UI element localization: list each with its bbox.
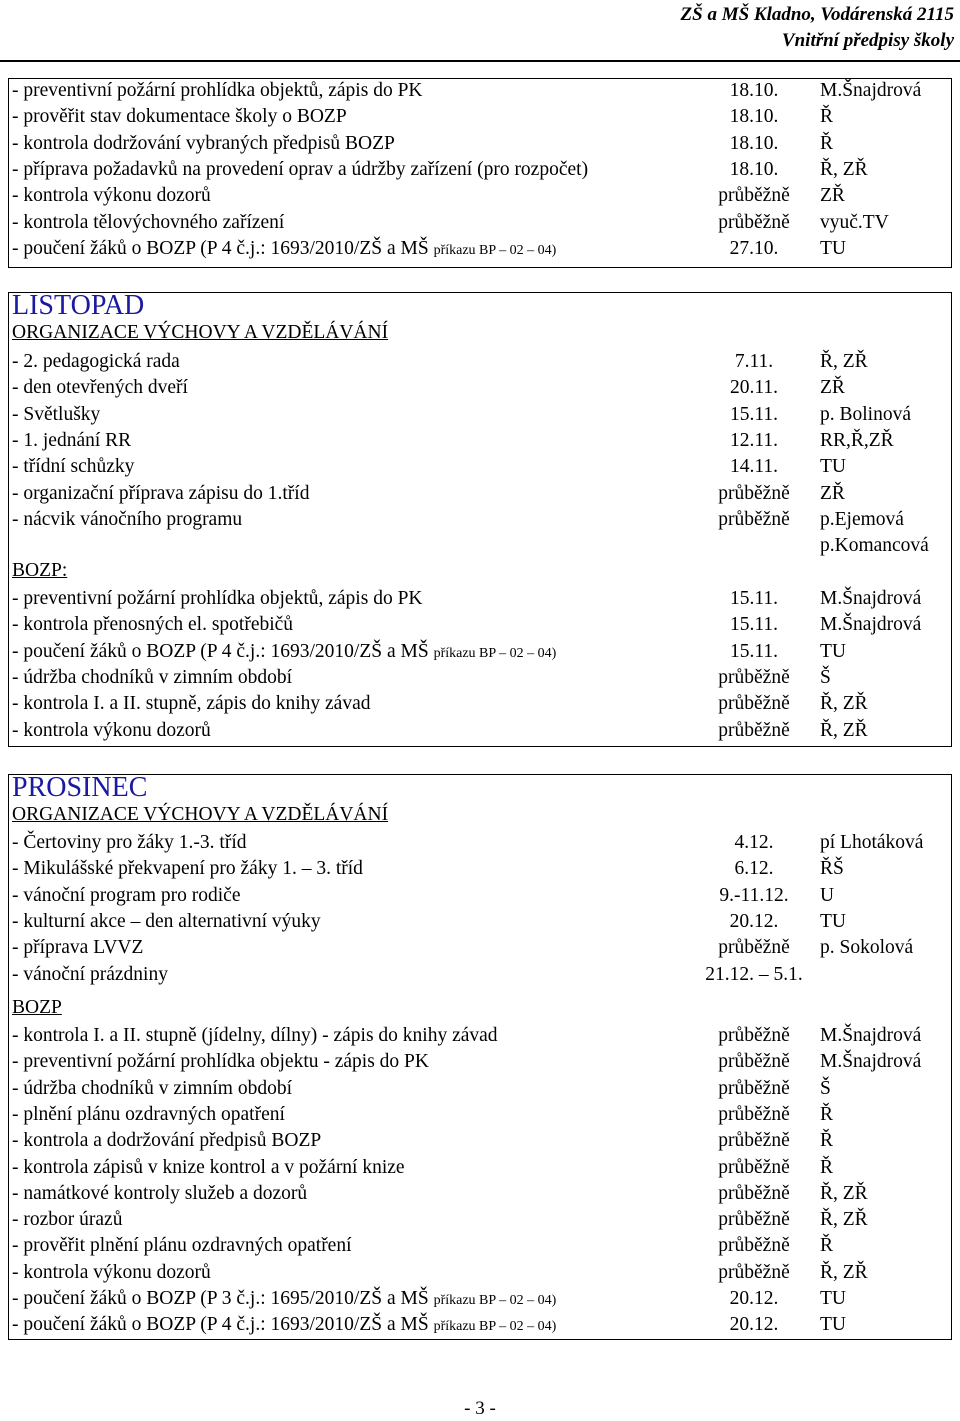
task-text bbox=[12, 1049, 429, 1075]
task-responsible: Š bbox=[820, 666, 831, 688]
task-label: - 1. jednání RR bbox=[12, 429, 132, 451]
task-responsible: TU bbox=[820, 1314, 846, 1336]
task-label: - Mikulášské překvapení pro žáky 1. – 3. tříd bbox=[12, 858, 363, 880]
task-responsible: ŘŠ bbox=[820, 858, 844, 880]
table-row bbox=[8, 131, 952, 157]
task-text bbox=[12, 104, 347, 130]
task-responsible: M.Šnajdrová bbox=[820, 588, 922, 609]
task-text bbox=[12, 856, 363, 882]
task-responsible: RR,Ř,ZŘ bbox=[820, 429, 894, 451]
task-date: průběžně bbox=[718, 937, 790, 959]
task-date: průběžně bbox=[718, 1261, 790, 1283]
task-label: - kontrola přenosných el. spotřebičů bbox=[12, 614, 294, 636]
table-row bbox=[8, 935, 952, 961]
task-responsible: ZŘ bbox=[820, 377, 845, 399]
table-row bbox=[8, 1233, 952, 1259]
task-label: - prověřit stav dokumentace školy o BOZP bbox=[12, 106, 347, 128]
table-row bbox=[8, 1181, 952, 1207]
task-reference: příkazu BP – 02 – 04) bbox=[433, 645, 557, 661]
task-date: 14.11. bbox=[729, 456, 779, 478]
task-date: průběžně bbox=[718, 719, 790, 741]
task-date: 27.10. bbox=[729, 237, 779, 259]
task-date: průběžně bbox=[718, 508, 790, 530]
task-responsible: TU bbox=[820, 237, 846, 259]
task-date: 12.11. bbox=[729, 429, 779, 451]
table-row bbox=[8, 1049, 952, 1075]
task-label: - kontrola výkonu dozorů bbox=[12, 1261, 211, 1283]
task-text bbox=[12, 665, 292, 691]
task-responsible: p. Bolinová bbox=[820, 403, 911, 425]
task-label: - kontrola tělovýchovného zařízení bbox=[12, 211, 285, 233]
task-date: průběžně bbox=[718, 693, 790, 715]
task-label: - vánoční program pro rodiče bbox=[12, 884, 241, 906]
task-text bbox=[12, 909, 321, 935]
task-label: - kontrola I. a II. stupně, zápis do knihy závad bbox=[12, 693, 371, 715]
section-listopad-org: ORGANIZACE VÝCHOVY A VZDĚLÁVÁNÍ bbox=[12, 322, 389, 343]
task-responsible: TU bbox=[820, 456, 846, 478]
task-label: - poučení žáků o BOZP (P 4 č.j.: 1693/2010/ZŠ a MŠ bbox=[12, 640, 434, 662]
task-label: - prověřit plnění plánu ozdravných opatření bbox=[12, 1235, 352, 1257]
table-row bbox=[8, 402, 952, 428]
table-row bbox=[8, 1023, 952, 1049]
task-date: 20.12. bbox=[729, 910, 779, 932]
task-text bbox=[12, 612, 293, 638]
table-row bbox=[8, 830, 952, 856]
task-text bbox=[12, 1023, 498, 1049]
table-row bbox=[8, 1076, 952, 1102]
table-row bbox=[8, 1260, 952, 1286]
task-date: 18.10. bbox=[729, 132, 779, 154]
task-responsible: Ř, ZŘ bbox=[820, 1261, 868, 1283]
task-text bbox=[12, 1312, 556, 1340]
task-text bbox=[12, 1102, 285, 1128]
table-row bbox=[8, 1155, 952, 1181]
task-date: průběžně bbox=[718, 1103, 790, 1125]
task-responsible: ZŘ bbox=[820, 482, 845, 504]
task-responsible: Ř bbox=[820, 1156, 834, 1178]
task-label: - kontrola a dodržování předpisů BOZP bbox=[12, 1130, 322, 1152]
table-row bbox=[8, 481, 952, 507]
task-responsible: p. Sokolová bbox=[820, 937, 914, 959]
table-row bbox=[8, 1128, 952, 1154]
task-date: průběžně bbox=[718, 1130, 790, 1152]
task-label: - poučení žáků o BOZP (P 4 č.j.: 1693/2010/ZŠ a MŠ bbox=[12, 1314, 434, 1336]
task-text bbox=[12, 131, 395, 157]
task-reference: příkazu BP – 02 – 04) bbox=[433, 1293, 557, 1308]
task-date: 4.12. bbox=[734, 832, 774, 853]
task-text bbox=[12, 1128, 321, 1154]
task-responsible: Ř, ZŘ bbox=[820, 719, 868, 741]
task-text bbox=[12, 236, 556, 264]
task-date: 15.11. bbox=[729, 588, 779, 609]
table-row bbox=[8, 1286, 952, 1312]
task-date: průběžně bbox=[718, 1209, 790, 1231]
task-label: - kontrola výkonu dozorů bbox=[12, 185, 211, 207]
task-label: - plnění plánu ozdravných opatření bbox=[12, 1103, 285, 1125]
task-responsible: pí Lhotáková bbox=[820, 832, 924, 853]
task-label: - den otevřených dveří bbox=[12, 377, 188, 399]
task-date: průběžně bbox=[718, 1077, 790, 1099]
table-row bbox=[8, 236, 952, 262]
section-prosinec-org: ORGANIZACE VÝCHOVY A VZDĚLÁVÁNÍ bbox=[12, 804, 389, 825]
task-label: - rozbor úrazů bbox=[12, 1209, 123, 1231]
task-text bbox=[12, 1076, 292, 1102]
page-header bbox=[681, 2, 954, 54]
task-text bbox=[12, 210, 284, 236]
task-text bbox=[12, 935, 143, 961]
task-text bbox=[12, 375, 188, 401]
table-row bbox=[8, 909, 952, 935]
task-text bbox=[12, 1155, 405, 1181]
task-text bbox=[12, 883, 241, 909]
task-label: - namátkové kontroly služeb a dozorů bbox=[12, 1182, 308, 1204]
task-label: - Čertoviny pro žáky 1.-3. tříd bbox=[12, 832, 247, 853]
task-date: 9.-11.12. bbox=[719, 884, 789, 906]
task-label: - 2. pedagogická rada bbox=[12, 351, 180, 372]
task-responsible: Ř, ZŘ bbox=[820, 351, 868, 372]
task-date: 20.11. bbox=[729, 377, 779, 399]
task-responsible: M.Šnajdrová bbox=[820, 614, 922, 636]
task-responsible: TU bbox=[820, 910, 846, 932]
task-text bbox=[12, 157, 588, 183]
task-label: - Světlušky bbox=[12, 403, 101, 425]
task-responsible: Ř bbox=[820, 1103, 834, 1125]
task-responsible: U bbox=[820, 884, 835, 906]
task-text bbox=[12, 1260, 211, 1286]
table-row bbox=[8, 856, 952, 882]
task-text bbox=[12, 454, 134, 480]
task-text bbox=[12, 1207, 122, 1233]
table-row bbox=[8, 454, 952, 480]
task-label: - vánoční prázdniny bbox=[12, 963, 168, 985]
task-label: - příprava požadavků na provedení oprav a údržby zařízení (pro rozpočet) bbox=[12, 158, 589, 180]
task-date: 15.11. bbox=[729, 614, 779, 636]
table-row bbox=[8, 507, 952, 533]
task-text bbox=[12, 481, 309, 507]
table-row bbox=[8, 691, 952, 717]
table-row-continuation bbox=[8, 533, 952, 559]
task-text bbox=[12, 962, 168, 988]
task-text bbox=[12, 830, 247, 856]
task-label: - nácvik vánočního programu bbox=[12, 508, 243, 530]
task-text bbox=[12, 639, 556, 667]
task-label: - kulturní akce – den alternativní výuky bbox=[12, 910, 321, 932]
task-responsible: Ř bbox=[820, 1235, 834, 1257]
task-label: - preventivní požární prohlídka objektů, zápis do PK bbox=[12, 80, 423, 101]
task-label: - preventivní požární prohlídka objektů, zápis do PK bbox=[12, 588, 423, 609]
task-date: 18.10. bbox=[729, 80, 779, 101]
task-date: 21.12. – 5.1. bbox=[705, 963, 803, 985]
task-label: - kontrola výkonu dozorů bbox=[12, 719, 211, 741]
task-date: 7.11. bbox=[734, 351, 774, 372]
task-text bbox=[12, 507, 242, 533]
task-text bbox=[12, 428, 131, 454]
task-date: průběžně bbox=[718, 211, 790, 233]
task-date: průběžně bbox=[718, 482, 790, 504]
task-text bbox=[12, 1233, 352, 1259]
header-subtitle: Vnitřní předpisy školy bbox=[781, 30, 954, 51]
task-responsible: TU bbox=[820, 1288, 846, 1309]
section-listopad-bozp: BOZP: bbox=[12, 560, 68, 581]
task-label: - údržba chodníků v zimním období bbox=[12, 666, 292, 688]
task-text bbox=[12, 183, 211, 209]
task-text bbox=[12, 691, 370, 717]
task-responsible: p.Ejemová bbox=[820, 508, 904, 530]
task-text bbox=[12, 349, 180, 375]
task-date: průběžně bbox=[718, 1156, 790, 1178]
task-date: 20.12. bbox=[729, 1288, 779, 1309]
table-row bbox=[8, 718, 952, 744]
task-responsible: Ř, ZŘ bbox=[820, 158, 868, 180]
task-responsible-2: p.Komancová bbox=[820, 535, 929, 557]
table-row bbox=[8, 157, 952, 183]
task-responsible: vyuč.TV bbox=[820, 211, 889, 233]
table-row bbox=[8, 104, 952, 130]
month-listopad: LISTOPAD bbox=[12, 290, 145, 321]
task-responsible: M.Šnajdrová bbox=[820, 1051, 922, 1073]
header-rule bbox=[0, 60, 960, 62]
task-responsible: Ř, ZŘ bbox=[820, 1182, 868, 1204]
task-label: - příprava LVVZ bbox=[12, 937, 144, 959]
task-responsible: Ř bbox=[820, 132, 834, 154]
table-row bbox=[8, 78, 952, 104]
task-responsible: Ř, ZŘ bbox=[820, 693, 868, 715]
task-date: 18.10. bbox=[729, 158, 779, 180]
month-prosinec: PROSINEC bbox=[12, 772, 148, 803]
task-date: 18.10. bbox=[729, 106, 779, 128]
task-responsible: Ř, ZŘ bbox=[820, 1209, 868, 1231]
table-row bbox=[8, 183, 952, 209]
task-date: průběžně bbox=[718, 1182, 790, 1204]
header-school: ZŠ a MŠ Kladno, Vodárenská 2115 bbox=[680, 4, 954, 25]
task-text bbox=[12, 78, 423, 104]
task-date: průběžně bbox=[718, 1025, 790, 1046]
task-date: 6.12. bbox=[734, 858, 774, 880]
task-responsible: TU bbox=[820, 640, 846, 662]
page-number: - 3 - bbox=[464, 1398, 496, 1419]
table-row bbox=[8, 1207, 952, 1233]
task-label: - preventivní požární prohlídka objektu - zápis do PK bbox=[12, 1051, 429, 1073]
task-responsible: Ř bbox=[820, 106, 834, 128]
task-label: - poučení žáků o BOZP (P 3 č.j.: 1695/2010/ZŠ a MŠ bbox=[12, 1288, 434, 1309]
section-prosinec-bozp: BOZP bbox=[12, 997, 62, 1018]
task-label: - kontrola zápisů v knize kontrol a v požární knize bbox=[12, 1156, 405, 1178]
table-row bbox=[8, 962, 952, 988]
task-responsible: Š bbox=[820, 1077, 831, 1099]
table-row bbox=[8, 1312, 952, 1338]
task-text bbox=[12, 1286, 556, 1314]
task-label: - poučení žáků o BOZP (P 4 č.j.: 1693/2010/ZŠ a MŠ bbox=[12, 237, 434, 259]
table-row bbox=[8, 349, 952, 375]
task-label: - třídní schůzky bbox=[12, 456, 135, 478]
task-responsible: M.Šnajdrová bbox=[820, 80, 922, 101]
table-row bbox=[8, 665, 952, 691]
task-date: průběžně bbox=[718, 1235, 790, 1257]
table-row bbox=[8, 883, 952, 909]
task-text bbox=[12, 1181, 307, 1207]
task-responsible: Ř bbox=[820, 1130, 834, 1152]
task-date: průběžně bbox=[718, 1051, 790, 1073]
task-reference: příkazu BP – 02 – 04) bbox=[433, 242, 557, 258]
task-text bbox=[12, 586, 423, 612]
task-date: 20.12. bbox=[729, 1314, 779, 1336]
task-responsible: ZŘ bbox=[820, 185, 845, 207]
task-date: 15.11. bbox=[729, 403, 779, 425]
task-date: 15.11. bbox=[729, 640, 779, 662]
task-text bbox=[12, 402, 100, 428]
task-label: - údržba chodníků v zimním období bbox=[12, 1077, 292, 1099]
task-responsible: M.Šnajdrová bbox=[820, 1025, 922, 1046]
table-row bbox=[8, 612, 952, 638]
task-text bbox=[12, 718, 211, 744]
table-row bbox=[8, 210, 952, 236]
task-label: - organizační příprava zápisu do 1.tříd bbox=[12, 482, 310, 504]
task-label: - kontrola dodržování vybraných předpisů BOZP bbox=[12, 132, 395, 154]
table-row bbox=[8, 639, 952, 665]
task-date: průběžně bbox=[718, 666, 790, 688]
table-row bbox=[8, 375, 952, 401]
table-row bbox=[8, 586, 952, 612]
table-row bbox=[8, 428, 952, 454]
task-reference: příkazu BP – 02 – 04) bbox=[433, 1319, 557, 1335]
table-row bbox=[8, 1102, 952, 1128]
task-date: průběžně bbox=[718, 185, 790, 207]
task-label: - kontrola I. a II. stupně (jídelny, dílny) - zápis do knihy závad bbox=[12, 1025, 498, 1046]
